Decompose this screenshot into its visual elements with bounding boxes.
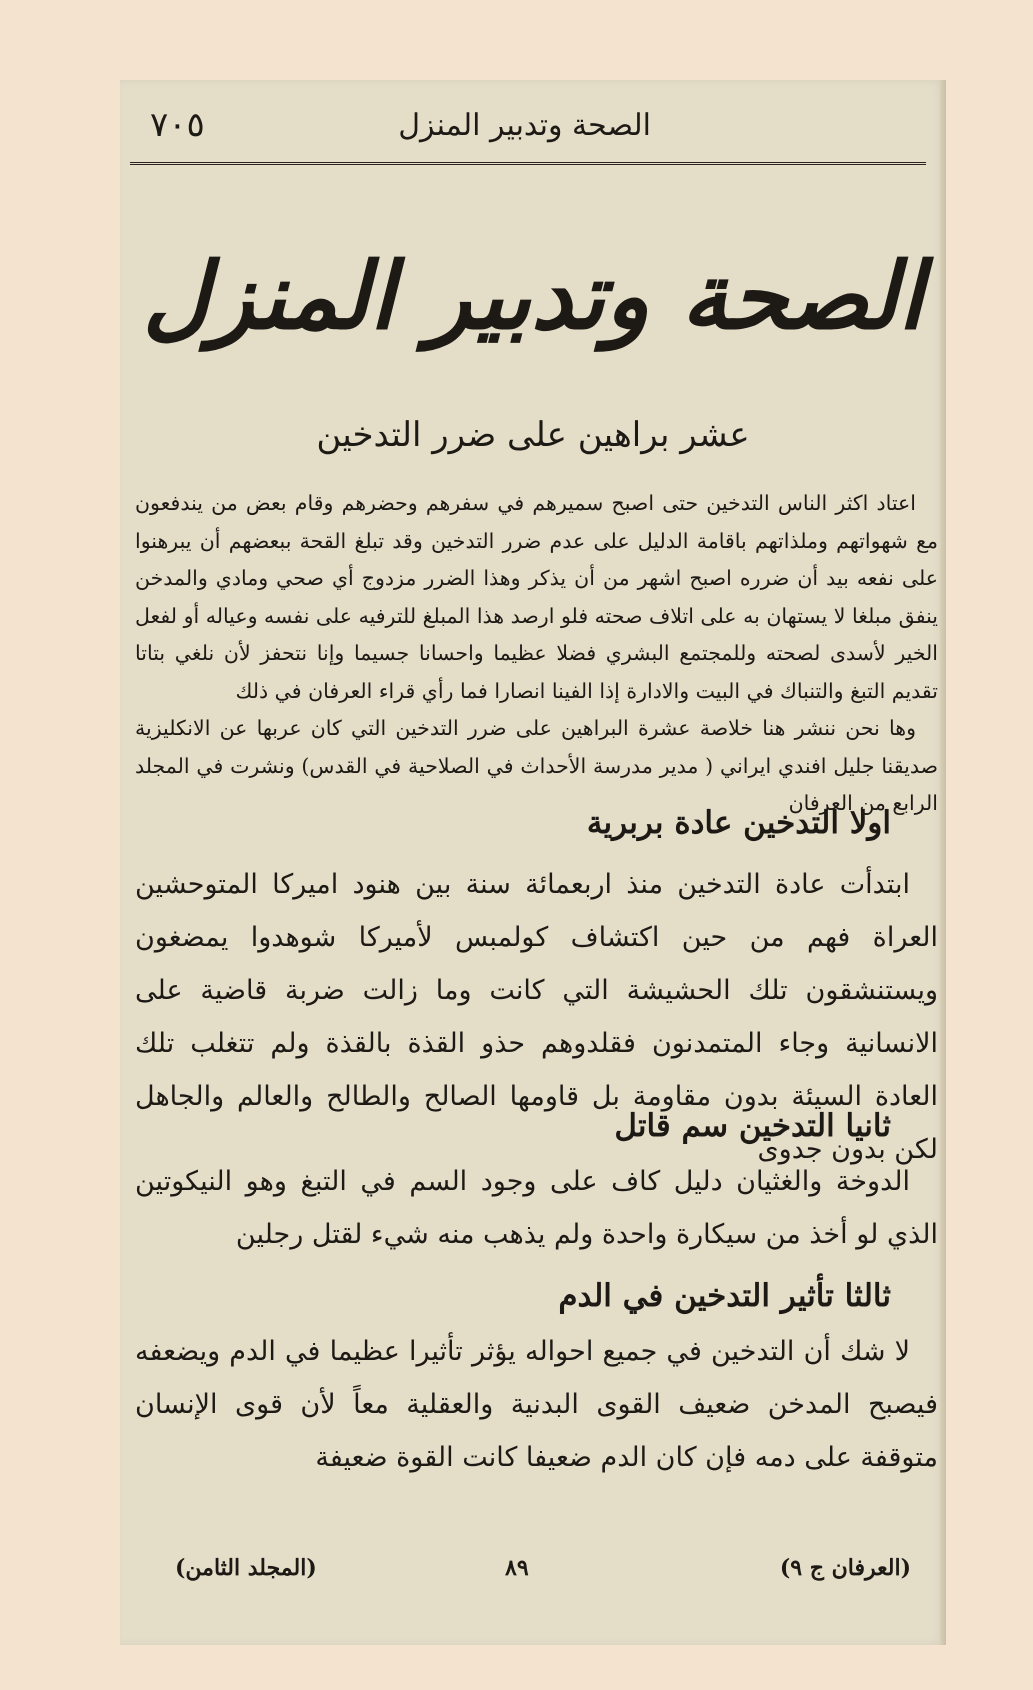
section-heading-3: ثالثا تأثير التدخين في الدم <box>558 1278 891 1314</box>
page-header <box>130 100 936 160</box>
document-page <box>120 80 946 1645</box>
intro-paragraph: وها نحن ننشر هنا خلاصة عشرة البراهين على ضرر التدخين التي كان عربها عن الانكليزية صديقنا جليل افندي ايراني ( مدير مدرسة الأحداث في الصلاحية في القدس) ونشرت في المجلد الرابع من العرفان <box>135 716 938 815</box>
section-paragraph: ابتدأت عادة التدخين منذ اربعمائة سنة بين هنود اميركا المتوحشين العراة فهم من حين اكتشاف كولمبس لأميركا شوهدوا يمضغون ويستنشقون تلك الحشيشة التي كانت وما زالت ضربة قاضية على الانسانية وجاء المتمدنون فقلدوهم حذو القذة بالقذة ولم تتغلب تلك العادة السيئة بدون مقاومة بل قاومها الصالح والطالح والعالم والجاهل لكن بدون جدوى <box>135 869 938 1165</box>
section-heading-2: ثانيا التدخين سم قاتل <box>614 1108 891 1144</box>
page-footer <box>120 1555 946 1595</box>
intro-text <box>135 485 938 823</box>
section-body-2 <box>135 1155 938 1261</box>
page-number: ٧٠٥ <box>150 105 205 145</box>
intro-paragraph: اعتاد اكثر الناس التدخين حتى اصبح سميرهم في سفرهم وحضرهم وقام بعض من يندفعون مع شهواتهم وملذاتهم باقامة الدليل على عدم ضرر التدخين وقد تبلغ القحة ببعضهم أن يبرهنوا على نفعه بيد أن ضرره اصبح اشهر من أن يذكر وهذا الضرر مزدوج أي صحي ومادي والمدخن ينفق مبلغا لا يستهان به على اتلاف صحته فلو ارصد هذا المبلغ للترفيه على نفسه وعياله أو لفعل الخير لأسدى لصحته وللمجتمع البشري فضلا عظيما واحسانا جسيما وإنا نتحفز لأن نلغي بتاتا تقديم التبغ والتنباك في البيت والادارة إذا الفينا انصارا فما رأي قراء العرفان في ذلك <box>135 491 938 703</box>
section-body-3 <box>135 1325 938 1484</box>
footer-volume: (المجلد الثامن) <box>175 1555 317 1581</box>
article-title: الصحة وتدبير المنزل <box>142 242 924 350</box>
header-rule <box>130 162 926 169</box>
section-heading-1: اولا التدخين عادة بربرية <box>586 805 891 841</box>
running-title: الصحة وتدبير المنزل <box>398 108 651 143</box>
section-paragraph: لا شك أن التدخين في جميع احواله يؤثر تأثيرا عظيما في الدم ويضعفه فيصبح المدخن ضعيف القوى البدنية والعقلية معاً لأن قوى الإنسان متوقفة على دمه فإن كان الدم ضعيفا كانت القوة ضعيفة <box>135 1336 938 1473</box>
footer-folio: ٨٩ <box>505 1555 529 1581</box>
article-subtitle: عشر براهين على ضرر التدخين <box>316 415 750 455</box>
section-paragraph: الدوخة والغثيان دليل كاف على وجود السم في التبغ وهو النيكوتين الذي لو أخذ من سيكارة واحدة ولم يذهب منه شيء لقتل رجلين <box>135 1166 938 1250</box>
footer-issue: (العرفان ج ٩) <box>779 1555 911 1581</box>
